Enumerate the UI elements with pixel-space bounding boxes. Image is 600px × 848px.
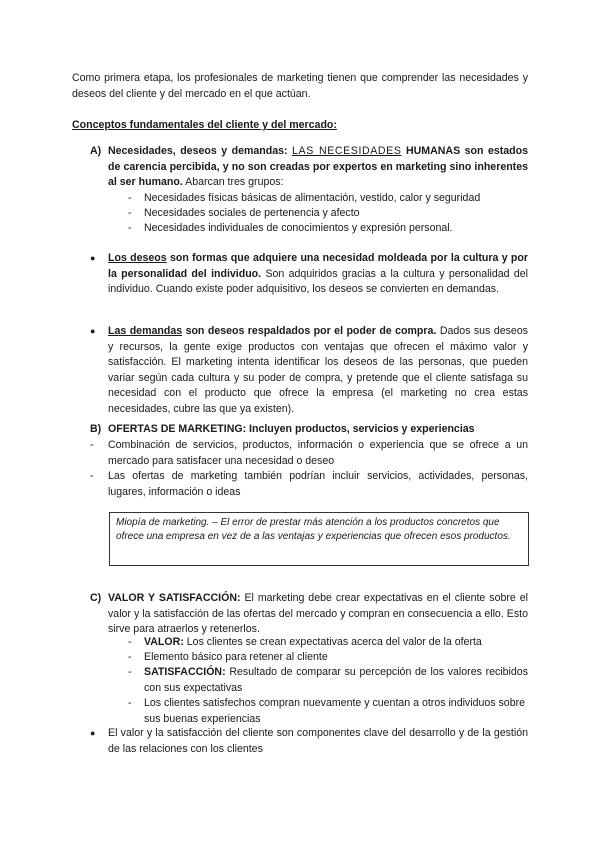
section-c-final: El valor y la satisfacción del cliente son componentes clave del desarrollo y de la gestión de las relaciones con los clientes: [108, 727, 528, 755]
value-item-3: [144, 665, 528, 696]
dash-marker: -: [90, 439, 94, 451]
dash-marker: -: [128, 636, 132, 648]
needs-item-1: Necesidades físicas básicas de alimentación, vestido, calor y seguridad: [144, 192, 481, 204]
miopia-text: Miopía de marketing. – El error de prestar más atención a los productos concretos que ofrece una empresa en vez de a las ventajas y experiencias que ofrecen esos productos.: [116, 517, 511, 543]
value-item-3-text: Resultado de comparar su percepción de los valores recibidos con sus expectativas: [144, 666, 528, 694]
section-heading: Conceptos fundamentales del cliente y del mercado:: [72, 119, 337, 131]
deseos-rest: Son adquiridos gracias a la cultura y personalidad del individuo. Cuando existe poder adquisitivo, los deseos se convierten en demandas.: [108, 267, 528, 295]
section-a-lead-rest: Abarcan tres grupos:: [185, 176, 284, 188]
dash-marker: -: [128, 192, 132, 204]
section-a-letter: A): [90, 145, 102, 157]
value-item-4: Los clientes satisfechos compran nuevamente y cuentan a otros individuos sobre sus buenas experiencias: [144, 697, 526, 725]
dash-marker: -: [128, 697, 132, 709]
section-a-lead-bold2: HUMANAS son estados de carencia percibida, y no son creadas por expertos en marketing sino inherentes al ser humano.: [108, 145, 528, 188]
section-c-lead: [108, 591, 528, 638]
section-a-lead: [108, 144, 528, 191]
dash-marker: -: [128, 651, 132, 663]
miopia-box: [109, 512, 529, 566]
section-b-title: OFERTAS DE MARKETING: Incluyen productos, servicios y experiencias: [108, 423, 475, 435]
section-b-letter: B): [90, 423, 102, 435]
demandas-definition: son deseos respaldados por el poder de compra.: [185, 325, 437, 337]
value-item-2: Elemento básico para retener al cliente: [144, 651, 328, 663]
dash-marker: -: [128, 666, 132, 678]
value-item-3-term: SATISFACCIÓN:: [144, 666, 226, 678]
demandas-paragraph: [108, 324, 528, 417]
bullet-marker: ●: [90, 326, 96, 336]
intro-paragraph: Como primera etapa, los profesionales de marketing tienen que comprender las necesidades y deseos del cliente y del mercado en el que actúan.: [72, 72, 528, 100]
demandas-term: Las demandas: [108, 325, 183, 337]
dash-marker: -: [128, 207, 132, 219]
deseos-definition: son formas que adquiere una necesidad moldeada por la cultura y por la personalidad del individuo.: [108, 252, 528, 280]
section-a-lead-underline: LAS NECESIDADES: [292, 145, 402, 157]
bullet-marker: ●: [90, 728, 96, 738]
value-item-1-term: VALOR:: [144, 636, 184, 648]
needs-item-2: Necesidades sociales de pertenencia y afecto: [144, 207, 360, 219]
bullet-marker: ●: [90, 253, 96, 263]
section-c-title: VALOR Y SATISFACCIÓN:: [108, 592, 241, 604]
needs-item-3: Necesidades individuales de conocimientos y expresión personal.: [144, 222, 453, 234]
section-c-lead-rest: El marketing debe crear expectativas en el cliente sobre el valor y la satisfacción de las ofertas del mercado y compran en consecuencia a ello. Esto sirve para atraerlos y retenerlos.: [108, 592, 528, 635]
dash-marker: -: [90, 470, 94, 482]
deseos-term: Los deseos: [108, 252, 167, 264]
offers-item-1: Combinación de servicios, productos, información o experiencia que se ofrece a un mercado para satisfacer una necesidad o deseo: [108, 439, 528, 467]
value-item-1: [144, 635, 528, 651]
dash-marker: -: [128, 222, 132, 234]
value-item-1-text: Los clientes se crean expectativas acerca del valor de la oferta: [186, 636, 482, 648]
demandas-rest: Dados sus deseos y recursos, la gente exige productos con ventajas que ofrecen el máximo valor y satisfacción. El marketing intenta identificar los deseos de las personas, que pueden variar según cada cultura y su poder de compra, y pretende que el cliente satisfaga su necesidad con el producto que ofrece la empresa (el marketing no crea estas necesidades, cubre las que ya existen).: [108, 325, 528, 415]
section-a-lead-bold: Necesidades, deseos y demandas:: [108, 145, 288, 157]
section-c-letter: C): [90, 592, 102, 604]
deseos-paragraph: [108, 251, 528, 298]
offers-item-2: Las ofertas de marketing también podrían incluir servicios, actividades, personas, lugares, información o ideas: [108, 470, 528, 498]
